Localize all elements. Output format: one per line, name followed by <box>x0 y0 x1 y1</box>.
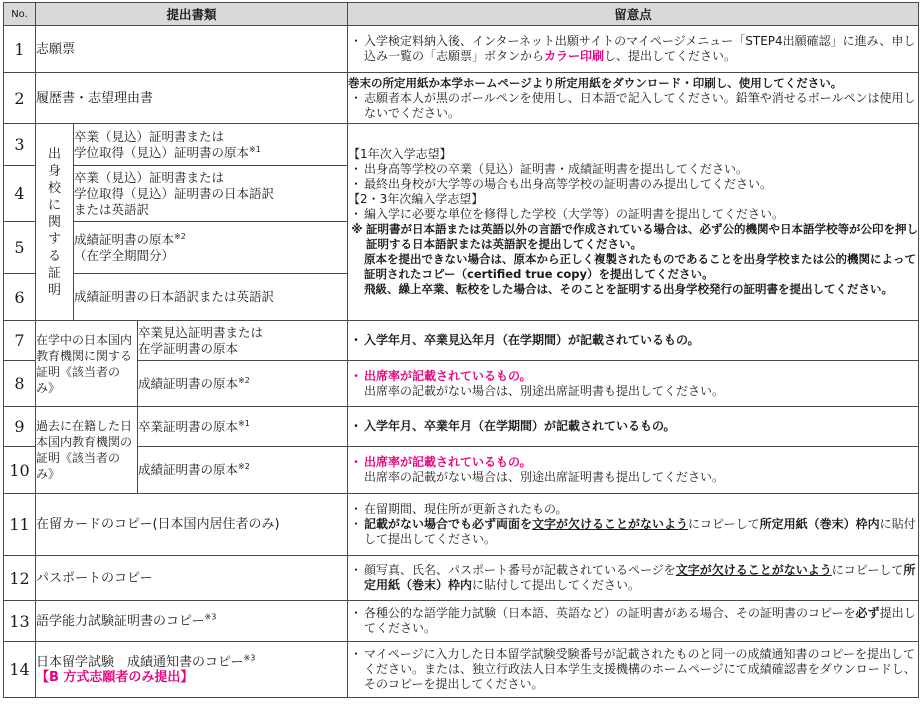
table-row <box>4 447 919 494</box>
row-number: 10 <box>4 447 36 494</box>
document-notes: 巻末の所定用紙か本学ホームページより所定用紙をダウンロード・印刷し、使用してください。 ・ 志願者本人が黒のボールペンを使用し、日本語で記入してください。鉛筆や消せるボールペンは使用しないでください。 <box>348 73 919 124</box>
document-name: 志願票 <box>36 26 348 73</box>
document-notes: 【1年次入学志望】 ・ 出身高等学校の卒業（見込）証明書・成績証明書を提出してください。 ・ 最終出身校が大学等の場合も出身高等学校の証明書のみ提出してください。 【2・3年次編入学志望】 ・ 編入学に必要な単位を修得した学校（大学等）の証明書を提出してください。 ※ 証明書が日本語または英語以外の言語で作成されている場合は、必ず公的機関や日本語学校等が公印を押し証明する日本語訳または英語訳を提出してください。 原本を提出できない場合は、原本から正しく複製されたものであることを出身学校または公的機関によって証明されたコピー（certified true copy）を提出してください。 飛級、繰上卒業、転校をした場合は、そのことを証明する出身学校発行の証明書を提出してください。 <box>348 124 919 321</box>
document-name: 成績証明書の日本語訳または英語訳 <box>74 274 348 321</box>
header-documents: 提出書類 <box>36 3 348 26</box>
color-print-highlight: カラー印刷 <box>544 49 605 63</box>
header-no: No. <box>4 3 36 26</box>
document-name: 成績証明書の原本$^{※2}$ （在学全期間分） <box>74 222 348 274</box>
document-notes: ・ 在留期間、現住所が更新されたもの。 ・ 記載がない場合でも必ず両面を文字が欠けることがないようにコピーして所定用紙（巻末）枠内に貼付して提出してください。 <box>348 494 919 556</box>
table-row <box>4 124 919 166</box>
document-notes: ・ 入学年月、卒業見込年月（在学期間）が記載されているもの。 <box>348 321 919 361</box>
document-notes: ・ 出席率が記載されているもの。 出席率の記載がない場合は、別途出席証明書も提出してください。 <box>348 361 919 407</box>
row-number: 7 <box>4 321 36 361</box>
group-label-past-school: 過去に在籍した日本国内教育機関の証明《該当者のみ》 <box>36 407 138 494</box>
table-row <box>4 601 919 642</box>
table-row <box>4 407 919 447</box>
table-row <box>4 642 919 698</box>
document-notes: ・ 各種公的な語学能力試験（日本語、英語など）の証明書がある場合、その証明書のコピーを必ず提出してください。 <box>348 601 919 642</box>
row-number: 1 <box>4 26 36 73</box>
document-name: 在留カードのコピー(日本国内居住者のみ) <box>36 494 348 556</box>
table-header-row <box>4 3 919 26</box>
table-row <box>4 556 919 601</box>
row-number: 12 <box>4 556 36 601</box>
document-notes: ・ 出席率が記載されているもの。 出席率の記載がない場合は、別途出席証明書も提出してください。 <box>348 447 919 494</box>
group-label-current-school: 在学中の日本国内教育機関に関する証明《該当者のみ》 <box>36 321 138 407</box>
document-name: 卒業（見込）証明書または 学位取得（見込）証明書の原本$^{※1}$ <box>74 124 348 166</box>
row-number: 3 <box>4 124 36 166</box>
document-name: 語学能力試験証明書のコピー$^{※3}$ <box>36 601 348 642</box>
row-number: 14 <box>4 642 36 698</box>
row-number: 2 <box>4 73 36 124</box>
row-number: 8 <box>4 361 36 407</box>
row-number: 5 <box>4 222 36 274</box>
group-label-origin-school: 出身校に関する証明 <box>36 124 74 321</box>
table-row <box>4 73 919 124</box>
row-number: 13 <box>4 601 36 642</box>
document-notes: ・ 入学検定料納入後、インターネット出願サイトのマイページメニュー「STEP4出願確認」に進み、申し込み一覧の「志願票」ボタンからカラー印刷し、提出してください。 <box>348 26 919 73</box>
table-row <box>4 361 919 407</box>
document-name: 成績証明書の原本$^{※2}$ <box>138 447 348 494</box>
table-row <box>4 321 919 361</box>
document-name: 日本留学試験 成績通知書のコピー$^{※3}$ 【B 方式志願者のみ提出】 <box>36 642 348 698</box>
document-notes: ・ マイページに入力した日本留学試験受験番号が記載されたものと同一の成績通知書のコピーを提出してください。または、独立行政法人日本学生支援機構のホームページにて成績確認書をダウンロードし、そのコピーを提出してください。 <box>348 642 919 698</box>
document-name: 卒業（見込）証明書または 学位取得（見込）証明書の日本語訳 または英語訳 <box>74 166 348 222</box>
document-name: パスポートのコピー <box>36 556 348 601</box>
header-notes: 留意点 <box>348 3 919 26</box>
row-number: 6 <box>4 274 36 321</box>
row-number: 9 <box>4 407 36 447</box>
document-notes: ・ 顔写真、氏名、パスポート番号が記載されているページを文字が欠けることがないようにコピーして所定用紙（巻末）枠内に貼付して提出してください。 <box>348 556 919 601</box>
row-number: 11 <box>4 494 36 556</box>
required-documents-table <box>3 2 919 698</box>
b-method-only-badge: 【B 方式志願者のみ提出】 <box>36 669 194 685</box>
document-name: 卒業見込証明書または 在学証明書の原本 <box>138 321 348 361</box>
document-name: 卒業証明書の原本$^{※1}$ <box>138 407 348 447</box>
table-row <box>4 494 919 556</box>
document-name: 履歴書・志望理由書 <box>36 73 348 124</box>
document-notes: ・ 入学年月、卒業年月（在学期間）が記載されているもの。 <box>348 407 919 447</box>
document-name: 成績証明書の原本$^{※2}$ <box>138 361 348 407</box>
table-row <box>4 26 919 73</box>
row-number: 4 <box>4 166 36 222</box>
